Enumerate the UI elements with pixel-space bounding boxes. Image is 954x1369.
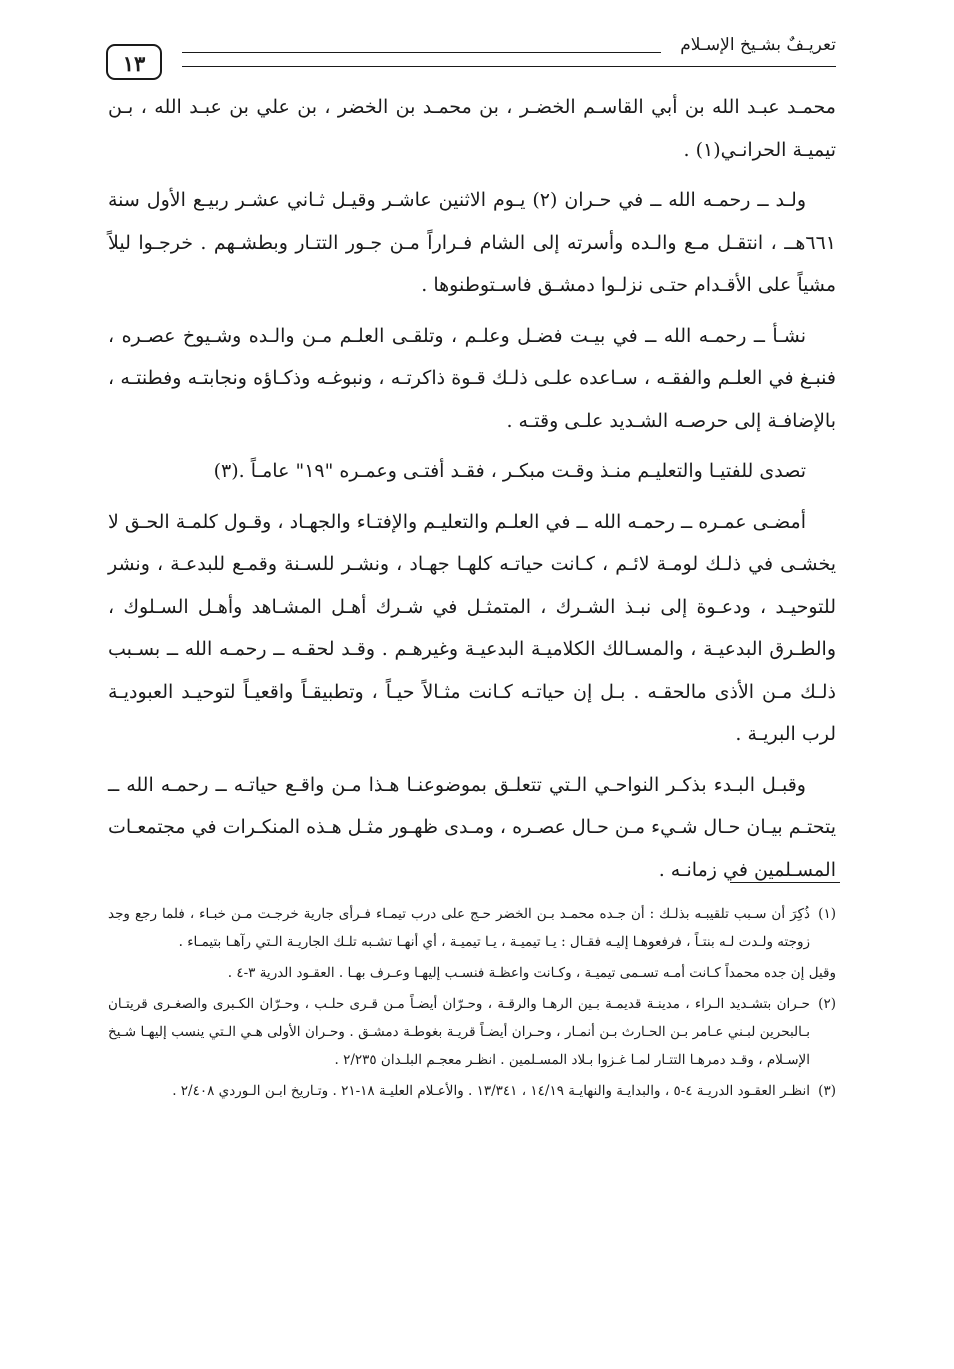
footnote <box>108 1077 836 1105</box>
running-header-title: تعريـفٌ بشـيخ الإسـلام <box>680 35 836 55</box>
footnote-text: حـران بتشـديد الـراء ، مدينـة قديمـة بـين الرهـا والرقـة ، وحـرّان أيضـاً مـن قـرى حلـب ، وحـرّان الكـبرى والصغـرى قريتـان بـالبحرين لبـني عـامر بـن الحـارث بـن أنمـار ، وحـران أيضـاً قريـة بغوطـة دمشـق . وحـران الأولى هـي الـتي ينسب إليهـا شـيخ الإسـلام ، وقـد دمرهـا التتـار لمـا غـزوا بـلاد المسـلمين . انظـر معجـم البلـدان ٢/٢٣٥ . <box>108 996 810 1068</box>
paragraph: أمضـى عمـره ــ رحمـه الله ــ في العلـم والتعليـم والإفتـاء والجهـاد ، وقـول كلمـة الحـق لا يخشـى في ذلـك لومـة لائـم ، كـانت حياتـه كلهـا جهـاد ، ونشـر للسـنة وقمـع للبدعـة ، ونشر للتوحيـد ، ودعـوة إلى نبـذ الشـرك ، المتمثـل في شـرك أهـل المشـاهد وأهـل السـلوك ، والطـرق البدعيـة ، والمسـالك الكلاميـة البدعيـة وغيرهـم . وقـد لحقـه ــ رحمـه الله ــ بسـبب ذلـك مـن الأذى مالحقـه . بـل إن حياتـه كـانت مثـالاً حيـاً ، وتطبيقـاً واقعيـاً لتوحيـد العبوديـة لرب البريـة . <box>108 510 836 745</box>
running-header <box>120 34 836 74</box>
footnote-marker: (١) <box>818 906 836 922</box>
footnote-text: انظـر العقـود الدريـة ٤-٥ ، والبدايـة والنهايـة ١٤/١٩ ، ١٣/٣٤١ . والأعـلام العليـة ١٨-٢١ . وتـاريخ ابـن الـوردي ٢/٤٠٨ . <box>172 1083 810 1099</box>
footnote <box>108 990 836 1074</box>
footnote-marker: (٣) <box>818 1083 836 1099</box>
paragraph: ولـد ــ رحمـه الله ــ في حـران (٢) يـوم الاثنين عاشـر وقيـل ثـاني عشـر ربيـع الأول سنة ٦٦١هــ ، انتقـل مـع والـده وأسرته إلى الشام فـراراً مـن جـور التتـار وبطشـهم . خرجـوا ليلاً مشياً على الأقـدام حتـى نزلـوا دمشـق فاسـتوطنوها . <box>108 189 836 296</box>
footnote-continuation: وقيل إن جده محمداً كـانت أمـه تسـمى تيميـة ، وكـانت واعظـة فنسـب إليهـا وعـرف بهـا . العقـود الدرية ٣-٤ . <box>227 965 836 981</box>
paragraph: تصدى للفتيـا والتعليـم منـذ وقـت مبكـر ، فقـد أفتـى وعمـره "١٩" عامـاً .(٣) <box>213 460 806 482</box>
footnote-separator <box>730 882 840 883</box>
paragraph: نشـأ ــ رحمـه الله ــ في بيـت فضـل وعلـم ، وتلقـى العلـم مـن والـده وشـيوخ عصـره ، فنبـغ في العلـم والفقـه ، سـاعده علـى ذلـك قـوة ذاكرتـه ، ونبوغـه وذكـاؤه ونجابتـه وفطنتـه ، بالإضافـة إلى حرصـه الشـديد علـى وقتـه . <box>108 324 836 432</box>
paragraph: محمـد عبـد الله بن أبي القاسـم الخضـر ، بن محمـد بن الخضر ، بن علي بن عبـد الله ، بـن تيميـة الحرانـي(١) . <box>108 96 836 161</box>
page-number: ١٣ <box>106 44 162 80</box>
header-rule <box>182 52 661 53</box>
footnote <box>108 900 836 956</box>
footnotes <box>108 900 836 1108</box>
paragraph: وقبـل البـدء بذكـر النواحـي الـتي تتعلـق بموضوعنـا هـذا مـن واقـع حياتـه ــ رحمـه الله ــ يتحتـم بيـان حـال شـيء مـن حـال عصـره ، ومـدى ظهـور مثـل هـذه المنكـرات في مجتمعـات المسـلمين في زمانـه . <box>108 773 836 881</box>
header-rule-lower <box>182 66 836 67</box>
footnote-marker: (٢) <box>818 996 836 1012</box>
footnote-text: ذُكِرَ أن سـبب تلقيبـه بذلـك : أن جـده محمـد بـن الخضر حـج على درب تيمـاء فـرأى جارية خرجـت مـن خبـاء ، فلما رجع وجد زوجته ولـدت لـه بنتـاً ، فرفعوهـا إليـه فقـال : يـا تيميـة ، يـا تيميـة ، أي أنهـا تشـبه تلـك الجاريـة الـتي رآهـا بتيمـاء . <box>108 906 810 950</box>
main-text <box>108 86 836 899</box>
